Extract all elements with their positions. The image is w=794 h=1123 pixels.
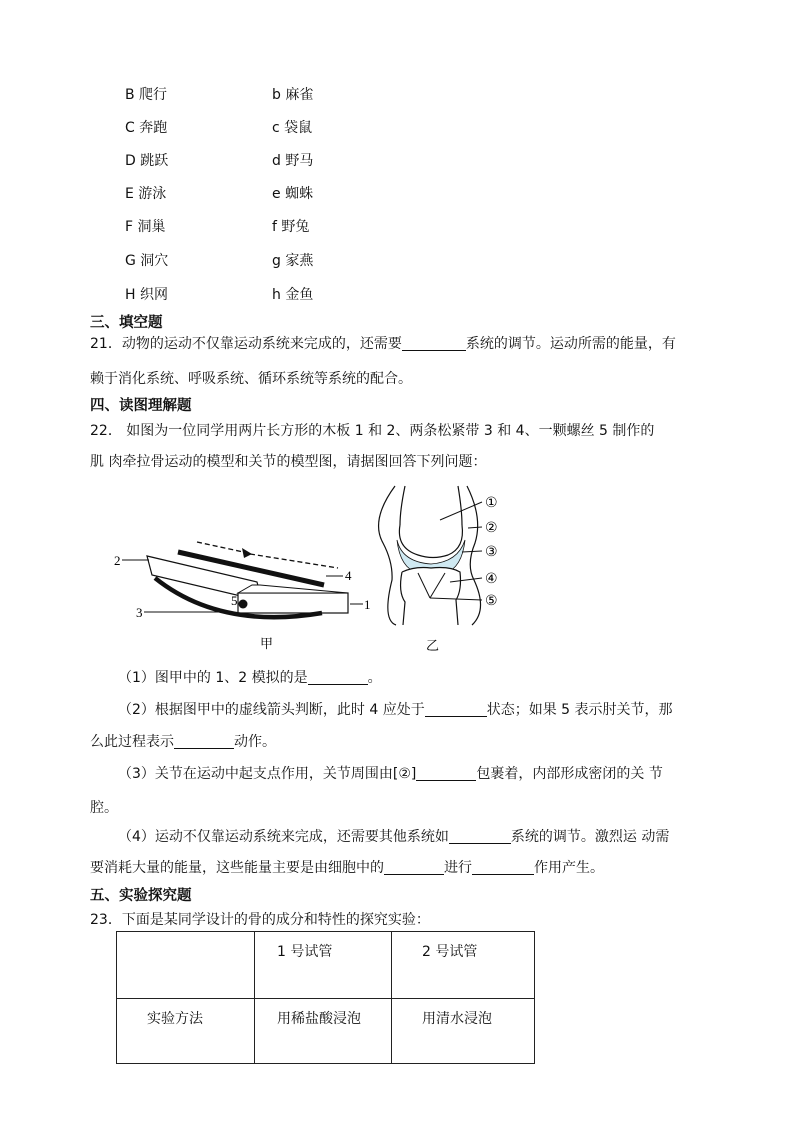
dashed-line-segment: [250, 554, 338, 568]
label-2: 2: [114, 553, 121, 568]
match-left-item: C 奔跑: [125, 120, 168, 136]
sub4-text: 要消耗大量的能量，这些能量主要是由细胞中的: [90, 860, 384, 876]
match-right-item: f 野兔: [272, 219, 310, 235]
table-cell: 1 号试管: [255, 932, 392, 999]
table-cell: 2 号试管: [392, 932, 535, 999]
answer-blank[interactable]: [449, 829, 511, 844]
sub-question-1: [118, 670, 732, 685]
answer-blank[interactable]: [402, 336, 466, 351]
q23-text: 23．下面是某同学设计的骨的成分和特性的探究实验：: [90, 912, 430, 928]
figure-jia: [114, 542, 371, 652]
sub2-text: 动作。: [234, 734, 276, 750]
answer-blank[interactable]: [174, 734, 234, 749]
sub-question-2-line2: [90, 734, 704, 749]
question-21: [90, 336, 704, 351]
caption-jia: 甲: [260, 637, 274, 652]
board-1: [238, 593, 348, 613]
dashed-arrow-segment: [197, 542, 248, 553]
sub2-text: 状态；如果 5 表示肘关节，那: [486, 702, 673, 718]
sub-question-4-line2: [90, 860, 704, 875]
arrow-head: [242, 548, 252, 558]
match-right-item: d 野马: [272, 153, 314, 169]
match-right-item: e 蜘蛛: [272, 186, 314, 202]
q21-text-line2: 赖于消化系统、呼吸系统、循环系统等系统的配合。: [90, 371, 412, 387]
label-4: 4: [345, 568, 352, 583]
label-3: 3: [136, 605, 143, 620]
label-circled-4: ④: [485, 571, 498, 587]
sub-question-3-line2: 腔。: [90, 800, 118, 816]
sub-question-2: [118, 702, 732, 717]
section-heading-experiment: 五、实验探究题: [90, 888, 192, 904]
board-overlap: [238, 585, 348, 593]
joint-head: [399, 525, 462, 558]
match-left-item: B 爬行: [125, 87, 168, 103]
section-heading-fill-in: 三、填空题: [90, 315, 163, 331]
table-cell: 用稀盐酸浸泡: [255, 999, 392, 1064]
sub2-text: 么此过程表示: [90, 734, 174, 750]
match-left-item: E 游泳: [125, 186, 167, 202]
table-row: [117, 932, 535, 999]
table-cell: 用清水浸泡: [392, 999, 535, 1064]
figure-jia-yi: [100, 480, 540, 660]
sub4-text: （4）运动不仅靠运动系统来完成，还需要其他系统如: [118, 829, 449, 845]
sub2-text: （2）根据图甲中的虚线箭头判断，此时 4 应处于: [118, 702, 425, 718]
sub1-text: （1）图甲中的 1、2 模拟的是: [118, 670, 308, 686]
answer-blank[interactable]: [384, 860, 444, 875]
answer-blank[interactable]: [308, 670, 368, 685]
q22-text-line2: 肌 肉牵拉骨运动的模型和关节的模型图，请据图回答下列问题：: [90, 454, 487, 470]
answer-blank[interactable]: [425, 702, 487, 717]
match-right-item: g 家燕: [272, 253, 314, 269]
q22-text: 22． 如图为一位同学用两片长方形的木板 1 和 2、两条松紧带 3 和 4、一颗螺丝 5 制作的: [90, 423, 655, 439]
label-1: 1: [364, 597, 371, 612]
label-5: 5: [231, 593, 238, 608]
figure-yi: [379, 486, 498, 654]
label-circled-5: ⑤: [485, 593, 498, 609]
answer-blank[interactable]: [416, 766, 476, 781]
sub4-text: 作用产生。: [534, 860, 604, 876]
table-cell: [117, 932, 255, 999]
answer-blank[interactable]: [472, 860, 534, 875]
q21-text: 系统的调节。运动所需的能量，有: [465, 336, 676, 352]
match-right-item: c 袋鼠: [272, 120, 313, 136]
capsule-outline: [379, 486, 396, 625]
caption-yi: 乙: [426, 639, 440, 654]
sub-question-4: [118, 829, 732, 844]
section-heading-diagram: 四、读图理解题: [90, 398, 192, 414]
match-left-item: D 跳跃: [125, 153, 169, 169]
sub3-text: 包裹着，内部形成密闭的关 节: [476, 766, 663, 782]
match-left-item: F 洞巢: [125, 219, 166, 235]
label-circled-3: ③: [485, 544, 498, 560]
table-cell: 实验方法: [117, 999, 255, 1064]
match-left-item: H 织网: [125, 287, 168, 303]
capsule-outline: [467, 486, 481, 625]
sub-question-3: [118, 766, 732, 781]
label-circled-2: ②: [485, 520, 498, 536]
table-row: [117, 999, 535, 1064]
q21-text: 21．动物的运动不仅靠运动系统来完成的，还需要: [90, 336, 402, 352]
sub4-text: 系统的调节。激烈运 动需: [510, 829, 670, 845]
match-right-item: b 麻雀: [272, 87, 314, 103]
sub4-text: 进行: [444, 860, 472, 876]
match-right-item: h 金鱼: [272, 287, 314, 303]
sub3-bracket: [②]: [392, 766, 417, 782]
match-left-item: G 洞穴: [125, 253, 169, 269]
experiment-table: [116, 931, 535, 1064]
sub3-text: （3）关节在运动中起支点作用，关节周围由: [118, 766, 393, 782]
sub1-text: 。: [367, 670, 382, 686]
label-circled-1: ①: [485, 495, 498, 511]
screw-5: [239, 600, 248, 609]
